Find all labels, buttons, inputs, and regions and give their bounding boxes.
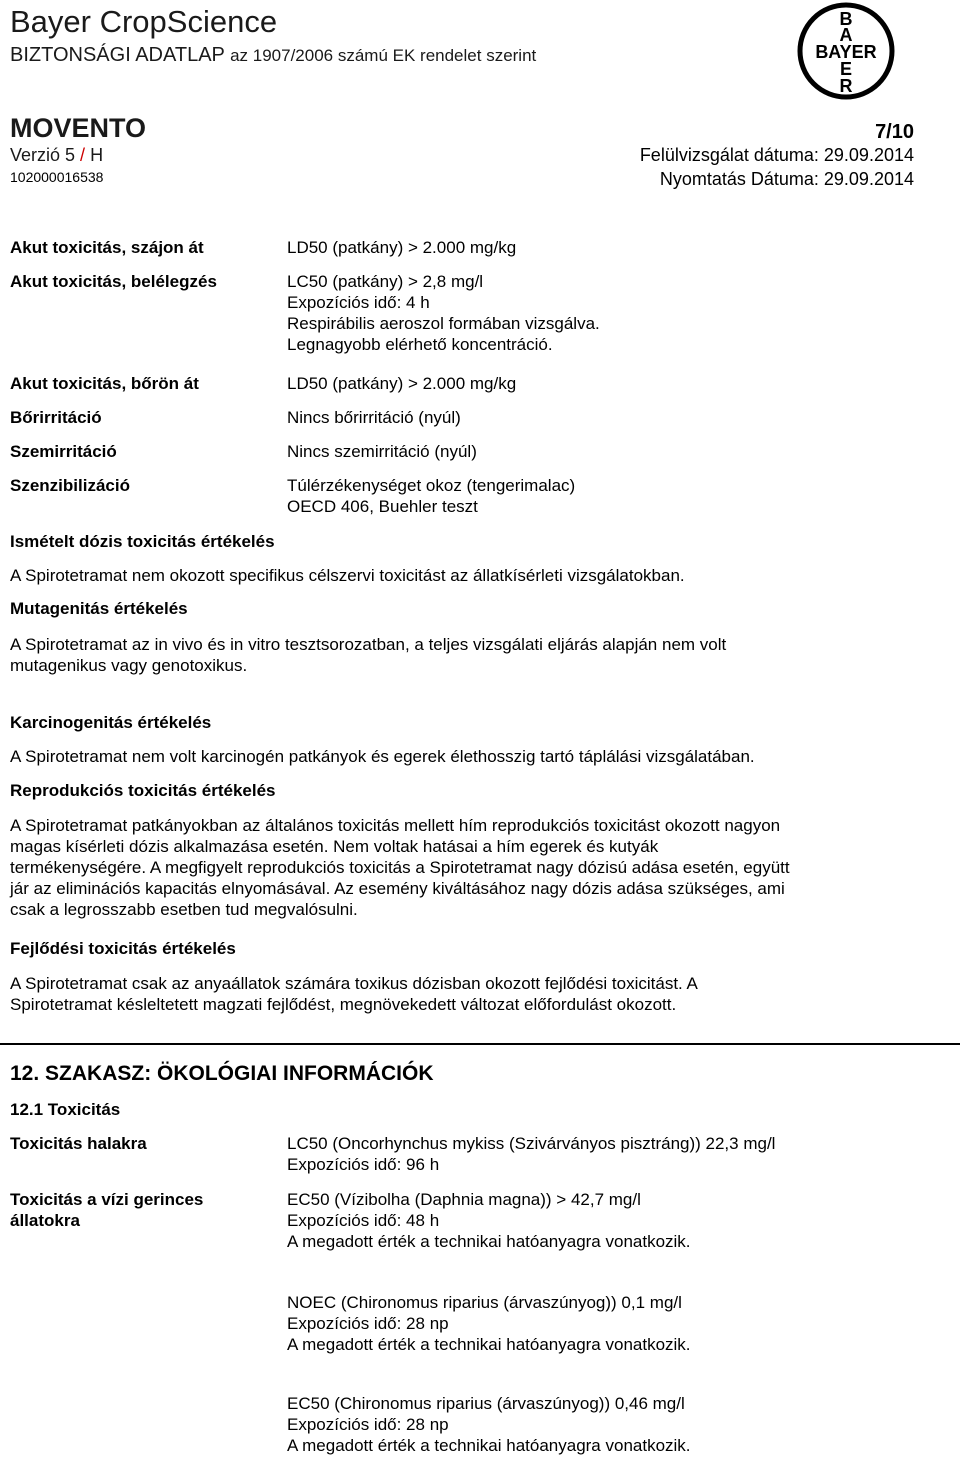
logo-letter-b: B [839,9,853,29]
value-line: Expozíciós idő: 28 np [287,1415,449,1434]
version-label: Verzió 5 [10,145,76,165]
row-value [287,1189,691,1252]
paragraph-line: A Spirotetramat nem okozott specifikus célszervi toxicitást az állatkísérleti vizsgálatokban. [10,566,685,585]
row-label: Bőrirritáció [10,408,102,427]
row-value [287,1133,775,1175]
row-value [287,407,461,428]
document-type-label: BIZTONSÁGI ADATLAP [10,44,225,66]
value-line: LC50 (patkány) > 2,8 mg/l [287,272,484,291]
section-heading: Karcinogenitás értékelés [10,713,212,732]
paragraph-line: magas kísérleti dózis alkalmazása esetén. Nem voltak hatásai a hím egerek és kutyák [10,837,659,856]
row-value [287,1393,691,1456]
section-heading: Reprodukciós toxicitás értékelés [10,781,276,800]
value-line: Nincs szemirritáció (nyúl) [287,442,477,461]
paragraph-line: A Spirotetramat az in vivo és in vitro tesztsorozatban, a teljes vizsgálati eljárás alapján nem volt [10,635,727,654]
value-line: EC50 (Chironomus riparius (árvaszúnyog)) 0,46 mg/l [287,1394,685,1413]
value-line: A megadott érték a technikai hatóanyagra vonatkozik. [287,1436,691,1455]
paragraph-line: A Spirotetramat patkányokban az általános toxicitás mellett hím reprodukciós toxicitást okozott nagyon [10,816,781,835]
value-line: A megadott érték a technikai hatóanyagra vonatkozik. [287,1232,691,1251]
section-paragraph [10,634,940,676]
document-type [10,44,536,67]
paragraph-line: csak a legrosszabb esetben tud megvalósulni. [10,900,358,919]
value-line: LC50 (Oncorhynchus mykiss (Szivárványos pisztráng)) 22,3 mg/l [287,1134,776,1153]
section-12-title: 12. SZAKASZ: ÖKOLÓGIAI INFORMÁCIÓK [10,1062,434,1085]
revision-date: Felülvizsgálat dátuma: 29.09.2014 [639,145,914,165]
value-line: Túlérzékenységet okoz (tengerimalac) [287,476,576,495]
row-value [287,237,516,258]
row-value [287,1292,691,1355]
row-label: Toxicitás halakra [10,1134,147,1153]
section-paragraph [10,746,940,767]
value-line: Respirábilis aeroszol formában vizsgálva. [287,314,600,333]
logo-letter-r: R [839,76,853,96]
value-line: LD50 (patkány) > 2.000 mg/kg [287,374,517,393]
row-label: Akut toxicitás, szájon át [10,238,204,257]
value-line: Expozíciós idő: 48 h [287,1211,440,1230]
row-value [287,373,516,394]
subsection-title: 12.1 Toxicitás [10,1100,121,1119]
paragraph-line: termékenységére. A megfigyelt reprodukciós toxicitás a Spirotetramat nagy dózisú adása esetén, együtt [10,858,790,877]
section-paragraph [10,973,940,1015]
paragraph-line: mutagenikus vagy genotoxikus. [10,656,248,675]
paragraph-line: Spirotetramat késleltetett magzati fejlődést, megnövekedett változat előfordulást okozott. [10,995,677,1014]
print-date: Nyomtatás Dátuma: 29.09.2014 [659,169,914,189]
paragraph-line: jár az eliminációs kapacitás elnyomásával. Az esemény kiváltásához nagy dózis adása szükséges, ami [10,879,785,898]
logo-word-bayer: BAYER [815,42,877,62]
section-heading: Mutagenitás értékelés [10,599,188,618]
logo-letter-a: A [839,25,853,45]
row-value [287,475,575,517]
paragraph-line: A Spirotetramat nem volt karcinogén patkányok és egerek élethosszig tartó táplálási vizsgálatában. [10,747,755,766]
value-line: LD50 (patkány) > 2.000 mg/kg [287,238,517,257]
label-line: Toxicitás a vízi gerinces [10,1190,204,1209]
bayer-cross-logo [796,1,896,101]
version-separator: / [75,145,91,165]
section-divider [0,1043,960,1045]
page-number: 7/10 [875,121,914,143]
row-label: Akut toxicitás, belélegzés [10,272,217,291]
row-label [10,1189,203,1231]
value-line: OECD 406, Buehler teszt [287,497,478,516]
company-name: Bayer CropScience [10,4,278,39]
value-line: EC50 (Vízibolha (Daphnia magna)) > 42,7 mg/l [287,1190,641,1209]
section-heading: Ismételt dózis toxicitás értékelés [10,532,275,551]
document-code: 102000016538 [10,169,104,185]
value-line: Expozíciós idő: 96 h [287,1155,440,1174]
regulation-label: az 1907/2006 számú EK rendelet szerint [230,46,537,65]
version-info [10,145,103,166]
section-heading: Fejlődési toxicitás értékelés [10,939,236,958]
row-label: Akut toxicitás, bőrön át [10,374,199,393]
row-value [287,441,477,462]
product-name: MOVENTO [10,113,147,143]
logo-letter-e: E [839,59,853,79]
row-label: Szenzibilizáció [10,476,130,495]
value-line: A megadott érték a technikai hatóanyagra vonatkozik. [287,1335,691,1354]
version-language: H [90,145,104,165]
row-label: Szemirritáció [10,442,117,461]
paragraph-line: A Spirotetramat csak az anyaállatok számára toxikus dózisban okozott fejlődési toxicitást. A [10,974,698,993]
label-line: állatokra [10,1211,80,1230]
value-line: Expozíciós idő: 4 h [287,293,430,312]
value-line: Legnagyobb elérhető koncentráció. [287,335,553,354]
value-line: NOEC (Chironomus riparius (árvaszúnyog)) 0,1 mg/l [287,1293,682,1312]
section-paragraph [10,565,940,586]
row-value [287,271,600,355]
value-line: Nincs bőrirritáció (nyúl) [287,408,461,427]
section-paragraph [10,815,940,920]
value-line: Expozíciós idő: 28 np [287,1314,449,1333]
